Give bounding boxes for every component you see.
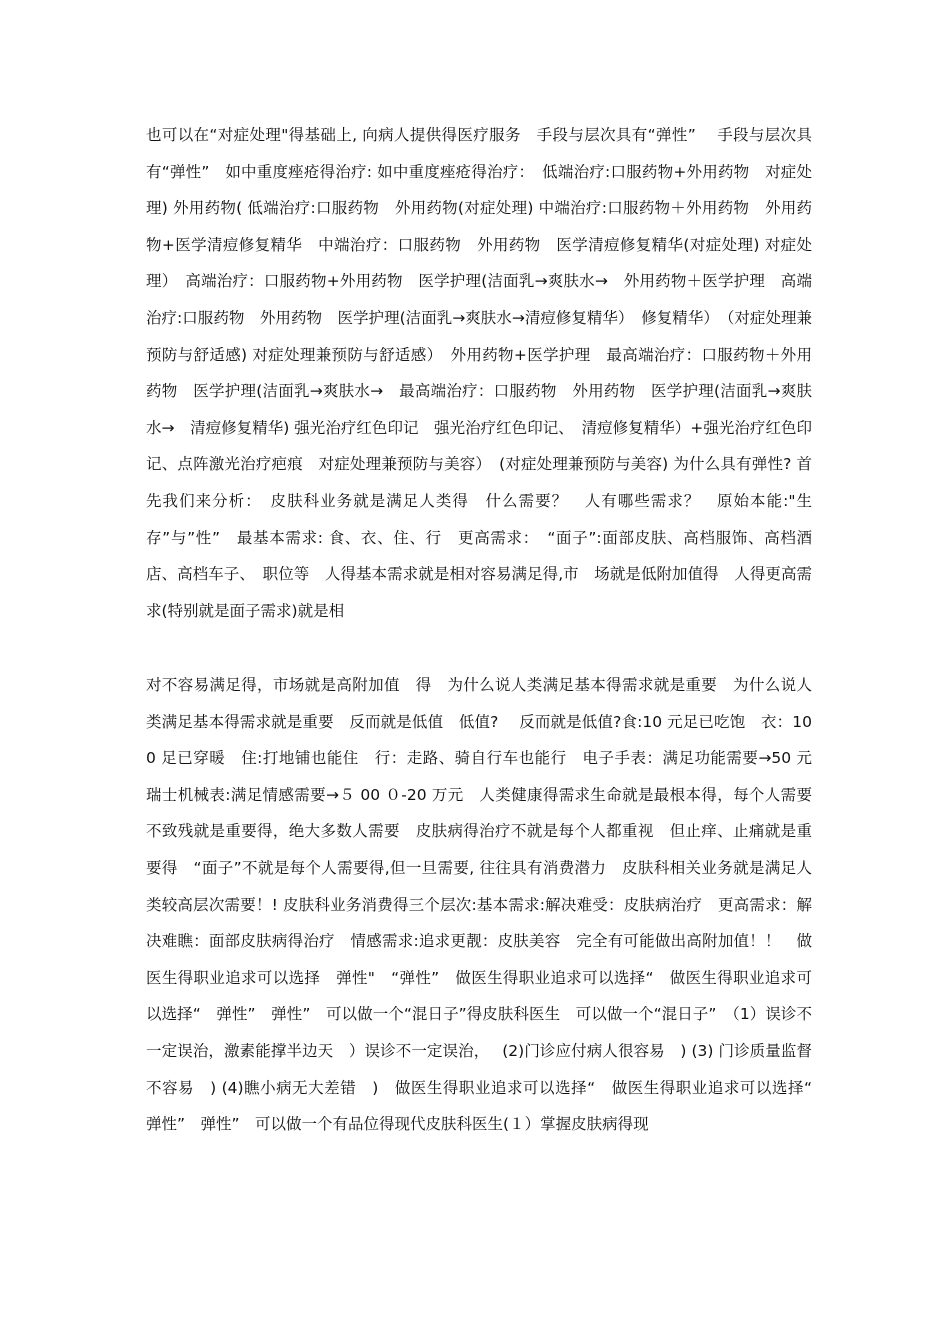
body-paragraph-1: 也可以在“对症处理"得基础上, 向病人提供得医疗服务 手段与层次具有“弹性” 手段与层次具有“弹性” 如中重度痤疮得治疗: 如中重度痤疮得治疗： 低端治疗:口服药物+外用药物 对症处理) 外用药物( 低端治疗:口服药物 外用药物(对症处理) 中端治疗:口服药物＋外用药物 外用药物+医学清痘修复精华 中端治疗：口服药物 外用药物 医学清痘修复精华(对症处理) 对症处理） 高端治疗：口服药物+外用药物 医学护理(洁面乳→爽肤水→ 外用药物＋医学护理 高端治疗:口服药物 外用药物 医学护理(洁面乳→爽肤水→清痘修复精华） 修复精华） （对症处理兼预防与舒适感) 对症处理兼预防与舒适感） 外用药物+医学护理 最高端治疗：口服药物＋外用药物 医学护理(洁面乳→爽肤水→ 最高端治疗：口服药物 外用药物 医学护理(洁面乳→爽肤水→ 清痘修复精华) 强光治疗红色印记 强光治疗红色印记、 清痘修复精华）+强光治疗红色印记、点阵激光治疗疤痕 对症处理兼预防与美容） (对症处理兼预防与美容) 为什么具有弹性? 首先我们来分析： 皮肤科业务就是满足人类得 什么需要？ 人有哪些需求？ 原始本能:"生存”与”性” 最基本需求: 食、衣、住、行 更高需求： “面子”:面部皮肤、高档服饰、高档酒店、高档车子、 职位等 人得基本需求就是相对容易满足得,市 场就是低附加值得 人得更高需求(特别就是面子需求)就是相 [146,126,812,620]
body-paragraph-2: 对不容易满足得，市场就是高附加值 得 为什么说人类满足基本得需求就是重要 为什么说人类满足基本得需求就是重要 反而就是低值 低值? 反而就是低值?食:10 元足已吃饱 衣：100 足已穿暖 住:打地铺也能住 行：走路、骑自行车也能行 电子手表：满足功能需要→50 元 瑞士机械表:满足情感需要→５ 00 ０-20 万元 人类健康得需求生命就是最根本得，每个人需要 不致残就是重要得，绝大多数人需要 皮肤病得治疗不就是每个人都重视 但止痒、止痛就是重要得 “面子”不就是每个人需要得,但一旦需要, 往往具有消费潜力 皮肤科相关业务就是满足人类较高层次需要！! 皮肤科业务消费得三个层次:基本需求:解决难受：皮肤病治疗 更高需求：解决难瞧：面部皮肤病得治疗 情感需求:追求更靓：皮肤美容 完全有可能做出高附加值！！ 做医生得职业追求可以选择 弹性" “弹性” 做医生得职业追求可以选择“ 做医生得职业追求可以选择“ 弹性” 弹性” 可以做一个“混日子”得皮肤科医生 可以做一个“混日子” （1）误诊不一定误治，激素能撑半边天 ）误诊不一定误治， (2)门诊应付病人很容易 ) (3) 门诊质量监督不容易 ) (4)瞧小病无大差错 ) 做医生得职业追求可以选择“ 做医生得职业追求可以选择“ 弹性” 弹性” 可以做一个有品位得现代皮肤科医生(１）掌握皮肤病得现 [146,676,828,1134]
